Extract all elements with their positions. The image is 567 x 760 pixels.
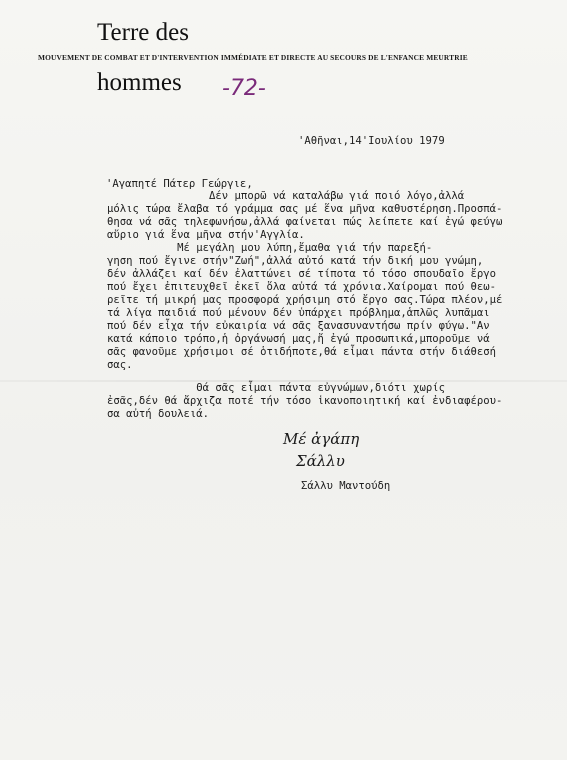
org-name-line2: hommes (97, 69, 182, 96)
body-line: ρεῖτε τή μικρή μας προσφορά χρήσιμη στό ἔργο σας.Τώρα πλέον,μέ (107, 294, 503, 306)
handwritten-closing: Μέ ἀγάπη (283, 430, 360, 448)
body-line: κατά κάποιο τρόπο,ἡ ὀργάνωσή μας,ἤ ἐγώ προσωπικά,μποροῦμε νά (107, 333, 490, 345)
body-line: Μέ μεγάλη μου λύπη,ἔμαθα γιά τήν παρεξή- (107, 242, 433, 254)
body-line: μόλις τώρα ἔλαβα τό γράμμα σας μέ ἕνα μῆνα καθυστέρηση.Προσπά- (107, 203, 503, 215)
body-line: ἐσᾶς,δέν θά ἄρχιζα ποτέ τήν τόσο ἱκανοποιητική καί ἐνδιαφέρου- (107, 395, 503, 407)
letter-salutation: 'Αγαπητέ Πάτερ Γεώργιε, (106, 178, 253, 190)
body-line: γηση πού ἔγινε στήν"Ζωή",ἀλλά αὐτό κατά τήν δική μου γνώμη, (107, 255, 484, 267)
org-tagline: MOUVEMENT DE COMBAT ET D'INTERVENTION IMMÉDIATE ET DIRECTE AU SECOURS DE L'ENFANCE MEURTRIE (38, 53, 468, 62)
body-line: σα αὐτή δουλειά. (107, 408, 210, 420)
body-line: Δέν μπορῶ νά καταλάβω γιά ποιό λόγο,ἀλλά (107, 190, 465, 202)
typed-signer-name: Σάλλυ Μαντούδη (301, 480, 391, 492)
body-line: θησα νά σᾶς τηλεφωνήσω,ἀλλά φαίνεται πώς λείπετε καί ἐγώ φεύγω (107, 216, 503, 228)
body-line: σᾶς φανοῦμε χρήσιμοι σέ ὁτιδήποτε,θά εἶμαι πάντα στήν διάθεσή (107, 346, 497, 358)
body-line: πού δέν εἶχα τήν εὐκαιρία νά σᾶς ξανασυναντήσω πρίν φύγω."Αν (107, 320, 490, 332)
body-line: αὔριο γιά ἕνα μῆνα στήν'Αγγλία. (107, 229, 305, 241)
letter-date: 'Αθῆναι,14'Ιουλίου 1979 (298, 135, 445, 147)
letter-body (107, 190, 557, 421)
body-line: τά λίγα παιδιά πού μένουν δέν ὑπάρχει πρόβλημα,ἁπλῶς λυπᾶμαι (107, 307, 490, 319)
body-line: δέν ἀλλάζει καί δέν ἐλαττώνει σέ τίποτα τό τόσο σπουδαῖο ἔργο (107, 268, 497, 280)
org-name-line1: Terre des (97, 19, 189, 46)
body-line: σας. (107, 359, 133, 371)
handwritten-signature: Σάλλυ (296, 452, 345, 470)
body-line: Θά σᾶς εἶμαι πάντα εὐγνώμων,διότι χωρίς (107, 382, 446, 394)
handwritten-annotation: -72- (222, 76, 266, 101)
body-line: πού ἔχει ἐπιτευχθεῖ ἐκεῖ ὅλα αὐτά τά χρόνια.Χαίρομαι πού θεω- (107, 281, 497, 293)
